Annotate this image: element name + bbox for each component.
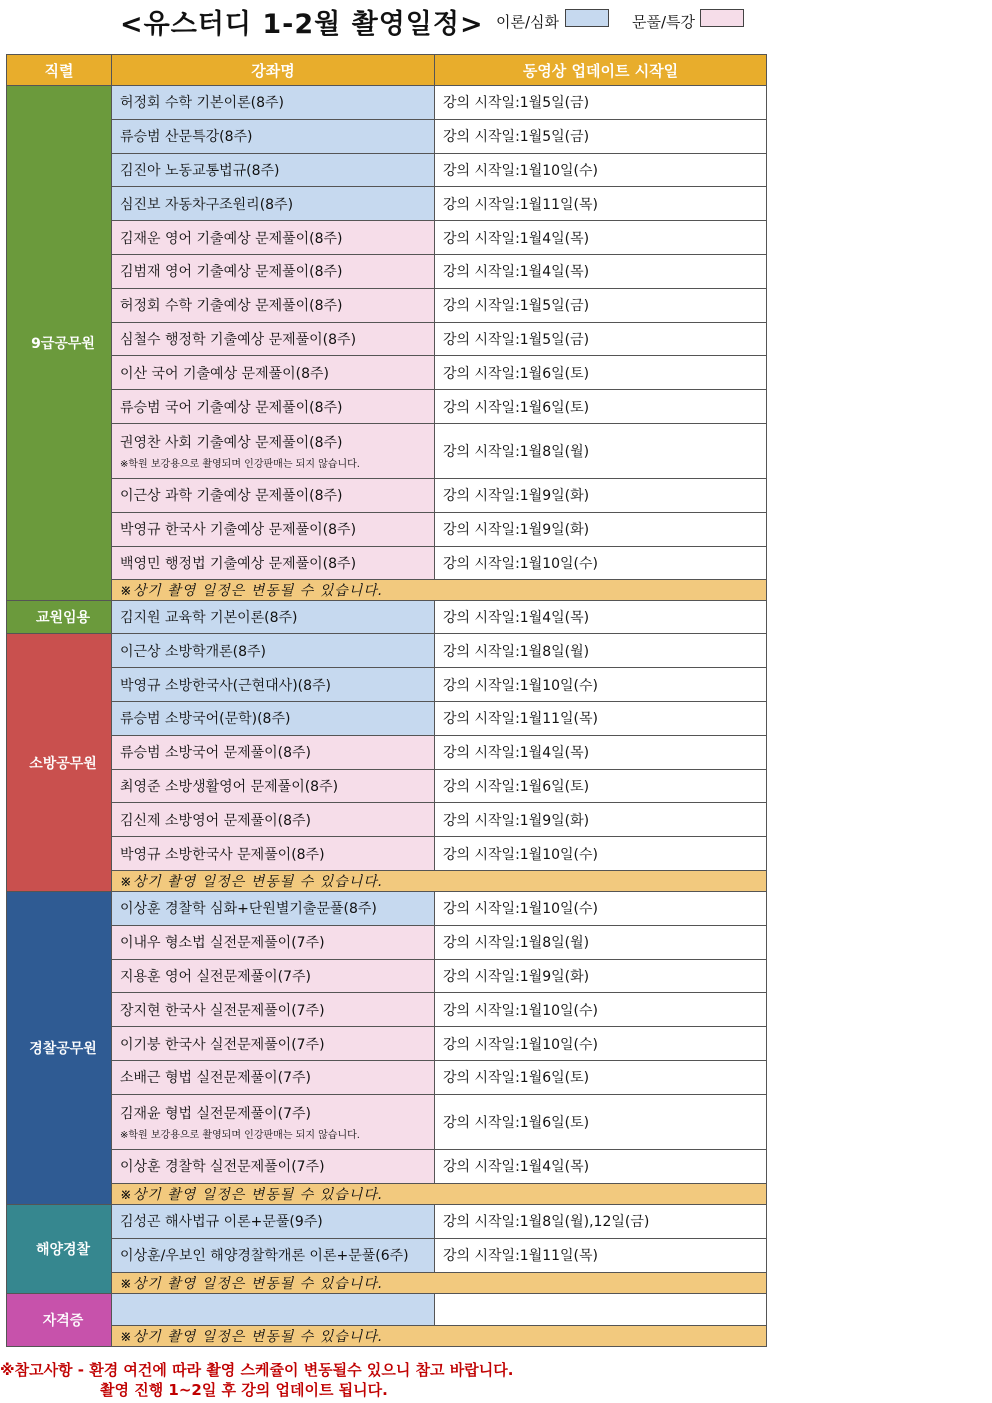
schedule-body (7, 86, 767, 1347)
course-cell (112, 254, 435, 288)
course-name: 권영찬 사회 기출예상 문제풀이(8주) (120, 434, 343, 451)
table-row (7, 668, 767, 702)
schedule-change-note: ※상기 촬영 일정은 변동될 수 있습니다. (112, 1272, 767, 1293)
course-name: 이상훈/우보인 해양경찰학개론 이론+문풀(6주) (120, 1248, 409, 1265)
upload-date-cell: 강의 시작일:1월9일(화) (435, 803, 767, 837)
course-name: 김진아 노동교통법규(8주) (120, 162, 280, 179)
category-cell: 자격증 (7, 1293, 112, 1346)
course-cell (112, 803, 435, 837)
upload-date-cell: 강의 시작일:1월5일(금) (435, 119, 767, 153)
table-row (7, 701, 767, 735)
upload-date-cell: 강의 시작일:1월9일(화) (435, 959, 767, 993)
upload-date-cell: 강의 시작일:1월11일(목) (435, 1238, 767, 1272)
table-row (7, 1149, 767, 1183)
course-name: 장지현 한국사 실전문제풀이(7주) (120, 1002, 325, 1019)
upload-date-cell: 강의 시작일:1월5일(금) (435, 86, 767, 120)
category-cell: 경찰공무원 (7, 891, 112, 1204)
table-row (7, 634, 767, 668)
course-name: 지용훈 영어 실전문제풀이(7주) (120, 968, 312, 985)
upload-date-cell: 강의 시작일:1월5일(금) (435, 288, 767, 322)
upload-date-cell: 강의 시작일:1월5일(금) (435, 322, 767, 356)
course-cell (112, 601, 435, 634)
course-name: 김성곤 해사법규 이론+문풀(9주) (120, 1214, 323, 1231)
upload-date-cell: 강의 시작일:1월10일(수) (435, 546, 767, 580)
upload-date-cell: 강의 시작일:1월10일(수) (435, 668, 767, 702)
upload-date-cell: 강의 시작일:1월10일(수) (435, 891, 767, 925)
upload-date-cell: 강의 시작일:1월8일(월),12일(금) (435, 1204, 767, 1238)
upload-date-cell: 강의 시작일:1월4일(목) (435, 735, 767, 769)
course-name: 심철수 행정학 기출예상 문제풀이(8주) (120, 331, 357, 348)
course-subnote: ※학원 보강용으로 촬영되며 인강판매는 되지 않습니다. (120, 1129, 360, 1141)
course-cell (112, 423, 435, 478)
course-subnote: ※학원 보강용으로 촬영되며 인강판매는 되지 않습니다. (120, 458, 360, 470)
note-row (7, 870, 767, 891)
schedule-change-note: ※상기 촬영 일정은 변동될 수 있습니다. (112, 1183, 767, 1204)
course-name: 심진보 자동차구조원리(8주) (120, 196, 294, 213)
table-row (7, 1060, 767, 1094)
upload-date-cell: 강의 시작일:1월8일(월) (435, 423, 767, 478)
note-row (7, 1325, 767, 1346)
course-cell (112, 356, 435, 390)
upload-date-cell: 강의 시작일:1월4일(목) (435, 254, 767, 288)
table-row (7, 356, 767, 390)
header-course: 강좌명 (112, 55, 435, 86)
upload-date-cell: 강의 시작일:1월6일(토) (435, 356, 767, 390)
course-cell (112, 187, 435, 221)
table-row (7, 221, 767, 255)
course-cell (112, 1238, 435, 1272)
course-cell (112, 546, 435, 580)
course-cell (112, 288, 435, 322)
course-name: 소배근 형법 실전문제풀이(7주) (120, 1070, 312, 1087)
footer-note-line1: ※참고사항 - 환경 여건에 따라 촬영 스케쥴이 변동될수 있으니 참고 바랍니다. (0, 1361, 514, 1379)
course-name: 김범재 영어 기출예상 문제풀이(8주) (120, 264, 343, 281)
course-cell (112, 153, 435, 187)
table-row (7, 512, 767, 546)
schedule-change-note: ※상기 촬영 일정은 변동될 수 있습니다. (112, 1325, 767, 1346)
course-cell (112, 959, 435, 993)
table-row (7, 1293, 767, 1325)
table-row (7, 993, 767, 1027)
upload-date-cell: 강의 시작일:1월10일(수) (435, 1027, 767, 1061)
course-name: 박영규 소방한국사(근현대사)(8주) (120, 677, 332, 694)
course-name: 최영준 소방생활영어 문제풀이(8주) (120, 778, 339, 795)
course-name: 이상훈 경찰학 심화+단원별기출문풀(8주) (120, 901, 377, 918)
header-upload-date: 동영상 업데이트 시작일 (435, 55, 767, 86)
course-name: 허정회 수학 기본이론(8주) (120, 95, 284, 112)
table-row (7, 86, 767, 120)
upload-date-cell: 강의 시작일:1월8일(월) (435, 925, 767, 959)
note-row (7, 1183, 767, 1204)
table-row (7, 288, 767, 322)
footer-note-line2: 촬영 진행 1~2일 후 강의 업데이트 됩니다. (100, 1381, 388, 1399)
course-cell (112, 1094, 435, 1149)
category-cell: 소방공무원 (7, 634, 112, 892)
course-cell (112, 86, 435, 120)
course-cell (112, 322, 435, 356)
table-row (7, 1204, 767, 1238)
legend-theory-label: 이론/심화 (496, 13, 560, 31)
course-name: 김재운 영어 기출예상 문제풀이(8주) (120, 230, 343, 247)
course-name: 이근상 소방학개론(8주) (120, 643, 266, 660)
course-name: 류승범 국어 기출예상 문제풀이(8주) (120, 399, 343, 416)
course-cell (112, 119, 435, 153)
course-name: 이상훈 경찰학 실전문제풀이(7주) (120, 1159, 325, 1176)
course-cell (112, 221, 435, 255)
course-name: 박영규 소방한국사 문제풀이(8주) (120, 846, 325, 863)
table-row (7, 1094, 767, 1149)
header-category: 직렬 (7, 55, 112, 86)
upload-date-cell: 강의 시작일:1월4일(목) (435, 1149, 767, 1183)
course-name: 김지원 교육학 기본이론(8주) (120, 610, 298, 627)
course-cell (112, 925, 435, 959)
upload-date-cell: 강의 시작일:1월11일(목) (435, 187, 767, 221)
course-cell (112, 668, 435, 702)
footer-note (0, 1360, 513, 1400)
course-name: 박영규 한국사 기출예상 문제풀이(8주) (120, 522, 357, 539)
upload-date-cell: 강의 시작일:1월4일(목) (435, 601, 767, 634)
schedule-change-note: ※상기 촬영 일정은 변동될 수 있습니다. (112, 870, 767, 891)
table-row (7, 769, 767, 803)
course-cell (112, 512, 435, 546)
table-row (7, 390, 767, 424)
course-name: 이기붕 한국사 실전문제풀이(7주) (120, 1036, 325, 1053)
page-header (0, 0, 992, 40)
course-name: 류승범 산문특강(8주) (120, 129, 253, 146)
course-name: 이산 국어 기출예상 문제풀이(8주) (120, 365, 329, 382)
course-cell (112, 1149, 435, 1183)
course-cell (112, 735, 435, 769)
table-row (7, 153, 767, 187)
upload-date-cell: 강의 시작일:1월11일(목) (435, 701, 767, 735)
category-cell: 9급공무원 (7, 86, 112, 601)
table-row (7, 322, 767, 356)
course-cell (112, 1027, 435, 1061)
page-title: <유스터디 1-2월 촬영일정> (120, 9, 484, 40)
table-row (7, 601, 767, 634)
course-cell (112, 478, 435, 512)
upload-date-cell: 강의 시작일:1월4일(목) (435, 221, 767, 255)
table-row (7, 546, 767, 580)
upload-date-cell: 강의 시작일:1월10일(수) (435, 837, 767, 871)
upload-date-cell: 강의 시작일:1월6일(토) (435, 1094, 767, 1149)
legend-theory-swatch (565, 9, 609, 27)
course-cell (112, 1293, 435, 1325)
course-cell (112, 1060, 435, 1094)
category-cell: 교원임용 (7, 601, 112, 634)
upload-date-cell (435, 1293, 767, 1325)
legend-practice-swatch (700, 9, 744, 27)
upload-date-cell: 강의 시작일:1월6일(토) (435, 769, 767, 803)
table-row (7, 891, 767, 925)
schedule-change-note: ※상기 촬영 일정은 변동될 수 있습니다. (112, 580, 767, 601)
table-row (7, 119, 767, 153)
table-row (7, 735, 767, 769)
course-cell (112, 837, 435, 871)
course-name: 이내우 형소법 실전문제풀이(7주) (120, 935, 325, 952)
category-cell: 해양경찰 (7, 1204, 112, 1293)
course-cell (112, 701, 435, 735)
table-row (7, 254, 767, 288)
schedule-table (6, 54, 767, 1347)
upload-date-cell: 강의 시작일:1월8일(월) (435, 634, 767, 668)
upload-date-cell: 강의 시작일:1월9일(화) (435, 512, 767, 546)
upload-date-cell: 강의 시작일:1월10일(수) (435, 993, 767, 1027)
table-row (7, 423, 767, 478)
course-name: 류승범 소방국어(문학)(8주) (120, 711, 291, 728)
upload-date-cell: 강의 시작일:1월9일(화) (435, 478, 767, 512)
legend-practice-label: 문풀/특강 (632, 13, 696, 31)
upload-date-cell: 강의 시작일:1월6일(토) (435, 1060, 767, 1094)
course-name: 김신제 소방영어 문제풀이(8주) (120, 812, 312, 829)
table-row (7, 478, 767, 512)
table-row (7, 187, 767, 221)
table-header-row (7, 55, 767, 86)
note-row (7, 1272, 767, 1293)
upload-date-cell: 강의 시작일:1월10일(수) (435, 153, 767, 187)
course-cell (112, 634, 435, 668)
table-row (7, 837, 767, 871)
course-name: 이근상 과학 기출예상 문제풀이(8주) (120, 488, 343, 505)
table-row (7, 803, 767, 837)
course-name: 허정회 수학 기출예상 문제풀이(8주) (120, 298, 343, 315)
note-row (7, 580, 767, 601)
table-row (7, 1238, 767, 1272)
table-row (7, 1027, 767, 1061)
table-row (7, 959, 767, 993)
course-cell (112, 769, 435, 803)
course-name: 류승범 소방국어 문제풀이(8주) (120, 745, 312, 762)
course-cell (112, 390, 435, 424)
course-cell (112, 993, 435, 1027)
course-cell (112, 891, 435, 925)
course-cell (112, 1204, 435, 1238)
course-name: 백영민 행정법 기출예상 문제풀이(8주) (120, 555, 357, 572)
table-row (7, 925, 767, 959)
upload-date-cell: 강의 시작일:1월6일(토) (435, 390, 767, 424)
course-name: 김재윤 형법 실전문제풀이(7주) (120, 1105, 312, 1122)
